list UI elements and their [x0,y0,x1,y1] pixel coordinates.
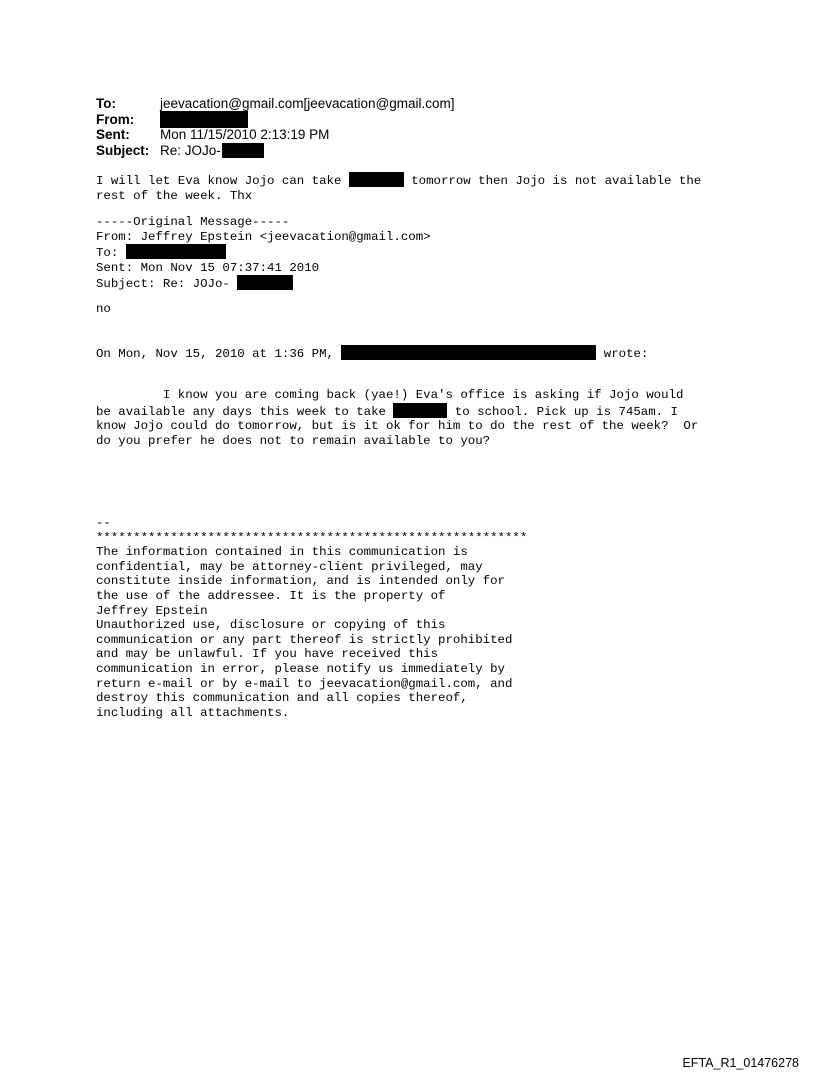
disclaimer-line: the use of the addressee. It is the property of [96,588,446,603]
quoted-line-1: I know you are coming back (yae!) Eva's office is asking if Jojo would [96,388,684,402]
disclaimer-line: communication in error, please notify us immediately by [96,661,505,676]
disclaimer-line: Unauthorized use, disclosure or copying of this [96,618,446,633]
from-redaction [160,111,248,128]
original-to-redaction [126,244,226,259]
sent-value: Mon 11/15/2010 2:13:19 PM [160,127,330,142]
original-message-header [96,215,431,292]
reply-body [96,172,701,203]
subject-row [96,143,455,159]
disclaimer-line: constitute inside information, and is intended only for [96,574,505,589]
on-mon-line [96,345,648,362]
subject-value: Re: JOJo- [160,142,221,158]
quoted-line-2b: to school. Pick up is 745am. I [447,404,678,419]
original-subject-redaction [237,275,293,290]
subject-redaction [222,143,264,158]
disclaimer-dash: -- [96,516,111,530]
disclaimer-line: communication or any part thereof is strictly prohibited [96,632,513,647]
from-row [96,112,455,128]
disclaimer-line: including all attachments. [96,705,290,720]
on-mon-a: On Mon, Nov 15, 2010 at 1:36 PM, [96,347,342,361]
reply-line-1a: I will let Eva know Jojo can take [96,174,349,188]
disclaimer-block [96,516,527,720]
subject-label: Subject: [96,142,150,158]
disclaimer-line: destroy this communication and all copies thereof, [96,691,468,706]
sent-label: Sent: [96,127,130,142]
disclaimer-stars: ********************************************************** [96,530,528,545]
reply-redaction [349,172,404,187]
quoted-message [96,388,698,448]
disclaimer-line: confidential, may be attorney-client privileged, may [96,559,483,574]
reply-line-2: rest of the week. Thx [96,188,253,203]
to-value: jeevacation@gmail.com[jeevacation@gmail.com] [160,96,455,111]
disclaimer-line: The information contained in this communication is [96,545,468,560]
quoted-line-4: do you prefer he does not to remain available to you? [96,433,491,448]
no-text: no [96,302,111,316]
disclaimer-line: and may be unlawful. If you have received this [96,647,439,662]
to-row [96,96,455,112]
to-label: To: [96,96,116,111]
original-sent: Sent: Mon Nov 15 07:37:41 2010 [96,260,320,275]
quoted-redaction [393,403,447,418]
disclaimer-line: return e-mail or by e-mail to jeevacation@gmail.com, and [96,676,513,691]
from-label: From: [96,111,135,127]
sender-redaction [341,345,596,360]
original-separator: -----Original Message----- [96,215,290,229]
email-header [96,96,455,158]
original-to: To: [96,246,126,261]
quoted-line-2a: be available any days this week to take [96,404,394,419]
sent-row [96,127,455,143]
document-id: EFTA_R1_01476278 [682,1056,799,1070]
original-from: From: Jeffrey Epstein <jeevacation@gmail.com> [96,229,431,244]
disclaimer-line: Jeffrey Epstein [96,603,208,618]
quoted-line-3: know Jojo could do tomorrow, but is it ok for him to do the rest of the week? Or [96,419,699,434]
on-mon-b: wrote: [596,347,649,361]
original-subject: Subject: Re: JOJo- [96,277,230,292]
reply-line-1b: tomorrow then Jojo is not available the [403,174,702,188]
